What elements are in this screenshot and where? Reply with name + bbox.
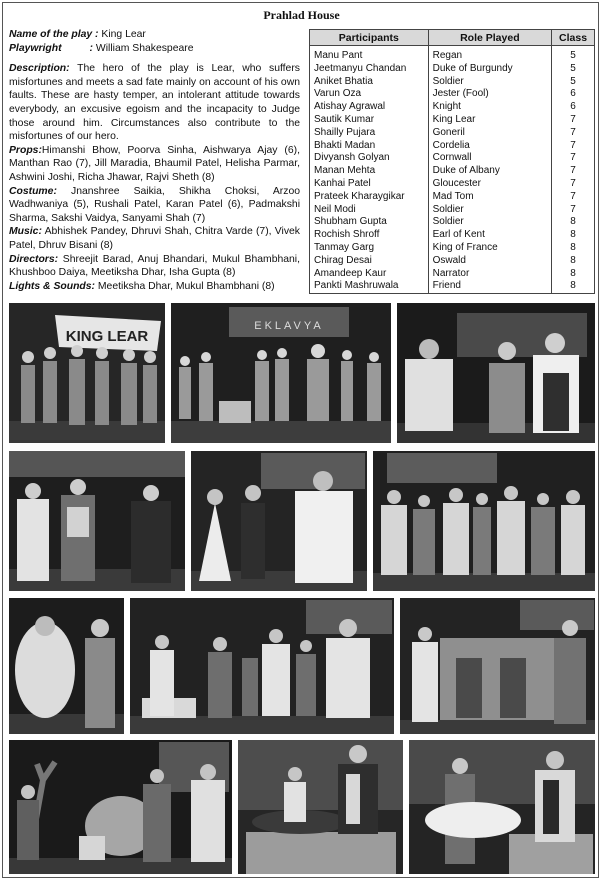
table-row xyxy=(310,114,595,127)
table-row xyxy=(310,63,595,76)
credit-text: Meetiksha Dhar, Mukul Bhambhani (8) xyxy=(97,280,275,292)
stage-photo-jester-closeup xyxy=(9,598,124,734)
participant-name: Sautik Kumar xyxy=(310,114,429,127)
description-text: The hero of the play is Lear, who suffers misfortunes and meets a sad fate mainly on account of his own faults. These are hasty temper, an intolerant attitude towards everybody, an excusive egoism and the incapacity to Judge those around him. Circumstances also contribute to the misfortunes of our hero. xyxy=(9,63,300,143)
stage-photo-fool-and-king xyxy=(9,451,185,591)
playwright-line xyxy=(9,42,300,56)
class-number: 8 xyxy=(552,229,595,242)
credit-directors xyxy=(9,253,300,280)
role-played: Mad Tom xyxy=(428,191,552,204)
table-row xyxy=(310,242,595,255)
credit-music xyxy=(9,225,300,252)
cast-table-header xyxy=(310,30,595,46)
credit-text: Abhishek Pandey, Dhruvi Shah, Chitra Varde (7), Vivek Patel, Dhruv Bisani (8) xyxy=(9,226,300,251)
table-row xyxy=(310,46,595,63)
description-label: Description: xyxy=(9,63,70,75)
participant-name: Divyansh Golyan xyxy=(310,152,429,165)
participant-name: Rochish Shroff xyxy=(310,229,429,242)
role-played: Soldier xyxy=(428,216,552,229)
class-number: 7 xyxy=(552,165,595,178)
table-row xyxy=(310,280,595,293)
stage-photo-full-cast xyxy=(373,451,595,591)
role-played: Friend xyxy=(428,280,552,293)
participant-name: Chirag Desai xyxy=(310,255,429,268)
stage-photo-king-and-courtiers xyxy=(397,303,595,443)
class-number: 6 xyxy=(552,101,595,114)
class-number: 5 xyxy=(552,46,595,63)
table-row xyxy=(310,165,595,178)
class-number: 8 xyxy=(552,280,595,293)
play-name: King Lear xyxy=(101,29,146,40)
table-row xyxy=(310,127,595,140)
class-number: 8 xyxy=(552,268,595,281)
stage-photo-castle-set xyxy=(400,598,595,734)
table-row xyxy=(310,140,595,153)
header-class: Class xyxy=(552,30,595,46)
stage-photo-storm-scene xyxy=(9,740,232,874)
stage-photo-final-scene xyxy=(409,740,595,874)
banner-text: KING LEAR xyxy=(65,328,149,345)
role-played: King Lear xyxy=(428,114,552,127)
class-number: 5 xyxy=(552,76,595,89)
credit-label: Costume: xyxy=(9,185,57,197)
class-number: 7 xyxy=(552,114,595,127)
class-number: 8 xyxy=(552,255,595,268)
play-name-line xyxy=(9,28,300,42)
participant-name: Manan Mehta xyxy=(310,165,429,178)
table-row xyxy=(310,216,595,229)
credit-text: Himanshi Bhow, Poorva Sinha, Aishwarya Ajay (6), Manthan Rao (7), Jill Maradia, Bhaumil Patel, Helisha Parmar, Ashwini Joshi, Richa Jhawar, Rajvi Sheth (8) xyxy=(9,144,300,183)
class-number: 6 xyxy=(552,88,595,101)
participant-name: Shailly Pujara xyxy=(310,127,429,140)
role-played: Soldier xyxy=(428,76,552,89)
role-played: King of France xyxy=(428,242,552,255)
table-row xyxy=(310,268,595,281)
role-played: Narrator xyxy=(428,268,552,281)
description xyxy=(9,62,300,144)
participant-name: Amandeep Kaur xyxy=(310,268,429,281)
class-number: 7 xyxy=(552,204,595,217)
credit-lights-sounds xyxy=(9,280,300,294)
credit-label: Music: xyxy=(9,226,42,238)
participant-name: Manu Pant xyxy=(310,46,429,63)
table-row xyxy=(310,255,595,268)
table-row xyxy=(310,76,595,89)
table-row xyxy=(310,204,595,217)
participant-name: Kanhai Patel xyxy=(310,178,429,191)
participant-name: Aniket Bhatia xyxy=(310,76,429,89)
role-played: Jester (Fool) xyxy=(428,88,552,101)
role-played: Knight xyxy=(428,101,552,114)
credit-text: Shreejit Barad, Anuj Bhandari, Mukul Bhambhani, Khushboo Daiya, Meetiksha Dhar, Isha Gupta (8) xyxy=(9,253,300,279)
stage-photo-cordelia-scene xyxy=(191,451,367,591)
stage-photo-court-scene xyxy=(171,303,391,443)
class-number: 7 xyxy=(552,140,595,153)
role-played: Duke of Burgundy xyxy=(428,63,552,76)
header-role-played: Role Played xyxy=(428,30,552,46)
role-played: Gloucester xyxy=(428,178,552,191)
table-row xyxy=(310,178,595,191)
class-number: 8 xyxy=(552,216,595,229)
class-number: 8 xyxy=(552,242,595,255)
playwright-colon: : xyxy=(89,42,94,54)
role-played: Duke of Albany xyxy=(428,165,552,178)
table-row xyxy=(310,229,595,242)
credit-label: Props: xyxy=(9,144,42,156)
table-row xyxy=(310,191,595,204)
participant-name: Pankti Mashruwala xyxy=(310,280,429,293)
role-played: Soldier xyxy=(428,204,552,217)
participant-name: Atishay Agrawal xyxy=(310,101,429,114)
playwright-name: William Shakespeare xyxy=(95,42,194,54)
header-participants: Participants xyxy=(310,30,429,46)
table-row xyxy=(310,152,595,165)
backdrop-text: EKLAVYA xyxy=(254,320,324,332)
role-played: Goneril xyxy=(428,127,552,140)
credit-text: Jnanshree Saikia, Shikha Choksi, Arzoo Wadhwaniya (5), Rushali Patel, Karan Patel (6), Padmakshi Sharma, Sakshi Vaidya, Sanyami Shah (7) xyxy=(9,185,300,224)
stage-photo-king-lear-banner xyxy=(9,303,165,443)
role-played: Cordelia xyxy=(428,140,552,153)
participant-name: Varun Oza xyxy=(310,88,429,101)
participant-name: Jeetmanyu Chandan xyxy=(310,63,429,76)
credit-props xyxy=(9,144,300,185)
participant-name: Prateek Kharaygikar xyxy=(310,191,429,204)
participant-name: Tanmay Garg xyxy=(310,242,429,255)
class-number: 7 xyxy=(552,191,595,204)
role-played: Earl of Kent xyxy=(428,229,552,242)
play-name-label: Name of the play : xyxy=(9,29,99,40)
cast-table xyxy=(309,29,595,294)
table-row xyxy=(310,101,595,114)
stage-photo-kingdom-division xyxy=(130,598,394,734)
play-info xyxy=(9,28,300,293)
class-number: 7 xyxy=(552,152,595,165)
stage-photo-mourning-scene xyxy=(238,740,403,874)
role-played: Oswald xyxy=(428,255,552,268)
cast-table-body xyxy=(310,46,595,294)
table-row xyxy=(310,88,595,101)
participant-name: Bhakti Madan xyxy=(310,140,429,153)
house-title: Prahlad House xyxy=(263,8,340,22)
playwright-label: Playwright xyxy=(9,42,62,54)
credit-label: Directors: xyxy=(9,253,59,265)
participant-name: Shubham Gupta xyxy=(310,216,429,229)
class-number: 7 xyxy=(552,127,595,140)
participant-name: Neil Modi xyxy=(310,204,429,217)
credit-label: Lights & Sounds: xyxy=(9,280,96,292)
role-played: Regan xyxy=(428,46,552,63)
class-number: 5 xyxy=(552,63,595,76)
class-number: 7 xyxy=(552,178,595,191)
role-played: Cornwall xyxy=(428,152,552,165)
credit-costume xyxy=(9,185,300,226)
